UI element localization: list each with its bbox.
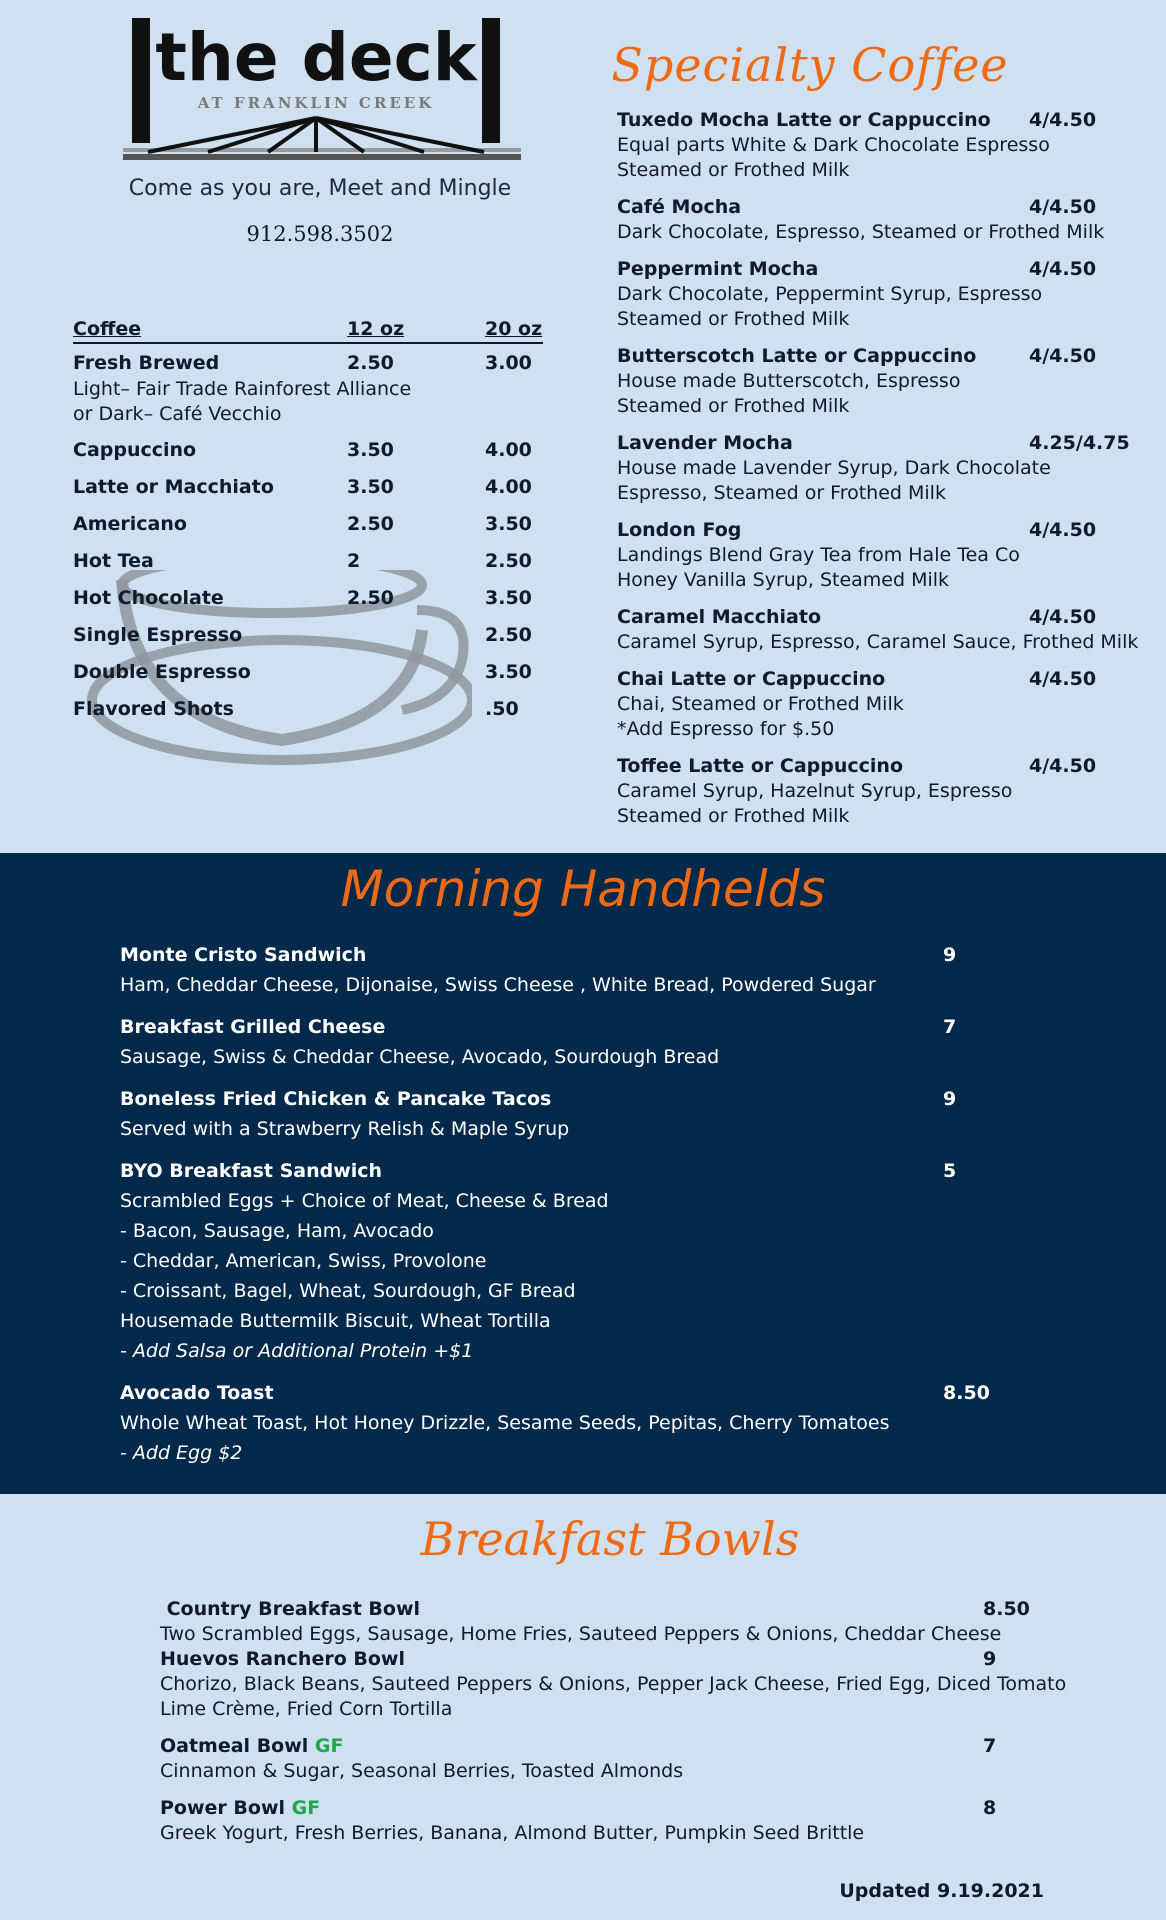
handheld-item: Breakfast Grilled Cheese 7 Sausage, Swiss & Cheddar Cheese, Avocado, Sourdough Bread [120,1016,957,1068]
col-header-coffee: Coffee [73,318,142,340]
logo-sub: AT FRANKLIN CREEK [197,94,435,112]
specialty-item: Lavender Mocha 4.25/4.75 House made Lavender Syrup, Dark Chocolate Espresso, Steamed or Frothed Milk [617,432,1130,504]
coffee-row: Hot Tea 2 2.50 [73,550,532,572]
specialty-item: Butterscotch Latte or Cappuccino 4/4.50 House made Butterscotch, Espresso Steamed or Frothed Milk [617,345,1097,417]
coffee-price-table [73,318,543,735]
handheld-item: Boneless Fried Chicken & Pancake Tacos 9 Served with a Strawberry Relish & Maple Syrup [120,1088,957,1140]
updated-date: Updated 9.19.2021 [839,1880,1044,1902]
handheld-item: Monte Cristo Sandwich 9 Ham, Cheddar Cheese, Dijonaise, Swiss Cheese , White Bread, Powdered Sugar [120,944,957,996]
morning-handhelds-title: Morning Handhelds [340,860,826,918]
specialty-item: Chai Latte or Cappuccino 4/4.50 Chai, Steamed or Frothed Milk *Add Espresso for $.50 [617,668,1097,740]
coffee-row: Flavored Shots .50 [73,698,519,720]
deck-logo-graphic [118,18,528,168]
coffee-row: Cappuccino 3.50 4.00 [73,439,532,461]
tagline: Come as you are, Meet and Mingle [128,176,512,201]
coffee-row: Americano 2.50 3.50 [73,513,532,535]
handheld-item: Avocado Toast 8.50 Whole Wheat Toast, Hot Honey Drizzle, Sesame Seeds, Pepitas, Cherry Tomatoes - Add Egg $2 [120,1382,990,1464]
specialty-item: Tuxedo Mocha Latte or Cappuccino 4/4.50 Equal parts White & Dark Chocolate Espresso Steamed or Frothed Milk [617,109,1097,181]
bowl-item: Huevos Ranchero Bowl 9 Chorizo, Black Beans, Sauteed Peppers & Onions, Pepper Jack Cheese, Fried Egg, Diced Tomato Lime Crème, Fried Corn Tortilla [160,1648,1067,1720]
specialty-item: Café Mocha 4/4.50 Dark Chocolate, Espresso, Steamed or Frothed Milk [617,196,1105,243]
handhelds-list [120,940,1020,1480]
gf-badge: GF [314,1735,344,1757]
col-header-12oz: 12 oz [347,318,405,340]
coffee-row: Fresh Brewed 2.50 3.00 [73,352,532,374]
specialty-item: Caramel Macchiato 4/4.50 Caramel Syrup, Espresso, Caramel Sauce, Frothed Milk [617,606,1139,653]
bowl-item: Country Breakfast Bowl 8.50 Two Scrambled Eggs, Sausage, Home Fries, Sauteed Peppers & Onions, Cheddar Cheese [160,1598,1030,1645]
bowl-item: Power Bowl GF 8 Greek Yogurt, Fresh Berries, Banana, Almond Butter, Pumpkin Seed Brittle [160,1797,997,1844]
gf-badge: GF [291,1797,321,1819]
specialty-coffee-title: Specialty Coffee [611,38,1009,92]
specialty-item: Peppermint Mocha 4/4.50 Dark Chocolate, Peppermint Syrup, Espresso Steamed or Frothed Milk [617,258,1097,330]
logo-name: the deck [155,19,477,96]
logo [118,18,528,168]
coffee-row: Double Espresso 3.50 [73,661,532,683]
specialty-coffee-list [617,108,1162,841]
coffee-row: Latte or Macchiato 3.50 4.00 [73,476,532,498]
coffee-row: Single Espresso 2.50 [73,624,532,646]
bowl-item: Oatmeal Bowl GF 7 Cinnamon & Sugar, Seasonal Berries, Toasted Almonds [160,1735,997,1782]
phone-number: 912.598.3502 [246,222,394,246]
coffee-row: Hot Chocolate 2.50 3.50 [73,587,532,609]
handheld-item: BYO Breakfast Sandwich 5 Scrambled Eggs + Choice of Meat, Cheese & Bread - Bacon, Sausage, Ham, Avocado - Cheddar, American, Swiss, Provolone - Croissant, Bagel, Wheat, Sourdough, GF Bread Housemade Buttermilk Biscuit, Wheat Tortilla - Add Salsa or Additional Protein +$1 [120,1160,957,1362]
specialty-item: London Fog 4/4.50 Landings Blend Gray Tea from Hale Tea Co Honey Vanilla Syrup, Steamed Milk [617,519,1097,591]
coffee-row-desc: Light– Fair Trade Rainforest Alliance or Dark– Café Vecchio [73,378,412,425]
col-header-20oz: 20 oz [485,318,543,340]
specialty-item: Toffee Latte or Cappuccino 4/4.50 Caramel Syrup, Hazelnut Syrup, Espresso Steamed or Frothed Milk [617,755,1097,827]
bowls-list [160,1597,1160,1858]
breakfast-bowls-title: Breakfast Bowls [420,1512,800,1566]
coffee-table-header [73,318,543,344]
